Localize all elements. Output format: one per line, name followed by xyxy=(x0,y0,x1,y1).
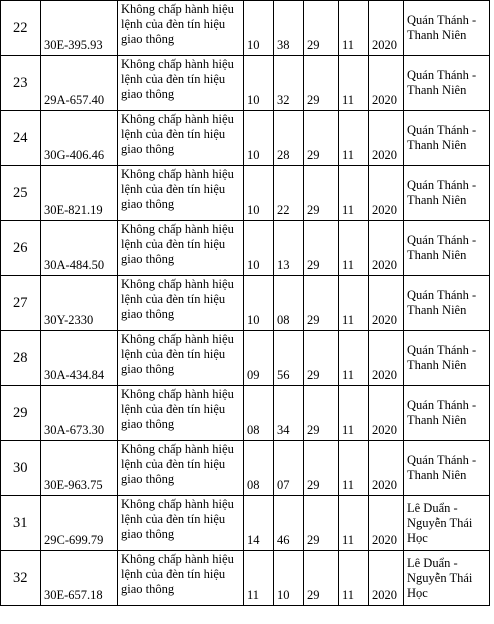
cell-minute: 07 xyxy=(274,441,304,496)
cell-location: Quán Thánh - Thanh Niên xyxy=(404,111,490,166)
cell-year: 2020 xyxy=(369,111,404,166)
cell-stt: 26 xyxy=(1,221,41,276)
cell-day: 29 xyxy=(304,386,339,441)
cell-violation: Không chấp hành hiệu lệnh của đèn tín hiệu giao thông xyxy=(118,276,244,331)
cell-hour: 14 xyxy=(244,496,274,551)
cell-location: Quán Thánh - Thanh Niên xyxy=(404,331,490,386)
cell-stt: 23 xyxy=(1,56,41,111)
cell-year: 2020 xyxy=(369,166,404,221)
cell-location: Quán Thánh - Thanh Niên xyxy=(404,386,490,441)
cell-violation: Không chấp hành hiệu lệnh của đèn tín hiệu giao thông xyxy=(118,496,244,551)
cell-minute: 46 xyxy=(274,496,304,551)
cell-day: 29 xyxy=(304,221,339,276)
cell-location: Quán Thánh - Thanh Niên xyxy=(404,166,490,221)
cell-location: Quán Thánh - Thanh Niên xyxy=(404,56,490,111)
cell-violation: Không chấp hành hiệu lệnh của đèn tín hiệu giao thông xyxy=(118,111,244,166)
cell-minute: 08 xyxy=(274,276,304,331)
cell-location: Quán Thánh - Thanh Niên xyxy=(404,276,490,331)
cell-month: 11 xyxy=(339,386,369,441)
cell-minute: 10 xyxy=(274,551,304,606)
cell-day: 29 xyxy=(304,276,339,331)
table-row xyxy=(1,221,490,276)
cell-violation: Không chấp hành hiệu lệnh của đèn tín hiệu giao thông xyxy=(118,331,244,386)
cell-stt: 29 xyxy=(1,386,41,441)
cell-violation: Không chấp hành hiệu lệnh của đèn tín hiệu giao thông xyxy=(118,1,244,56)
table-row xyxy=(1,331,490,386)
cell-year: 2020 xyxy=(369,551,404,606)
cell-minute: 22 xyxy=(274,166,304,221)
table-row xyxy=(1,166,490,221)
cell-stt: 24 xyxy=(1,111,41,166)
cell-hour: 08 xyxy=(244,441,274,496)
table-row xyxy=(1,111,490,166)
cell-hour: 11 xyxy=(244,551,274,606)
cell-year: 2020 xyxy=(369,276,404,331)
table-row xyxy=(1,386,490,441)
cell-day: 29 xyxy=(304,441,339,496)
cell-location: Quán Thánh - Thanh Niên xyxy=(404,441,490,496)
cell-hour: 10 xyxy=(244,166,274,221)
cell-minute: 56 xyxy=(274,331,304,386)
cell-plate: 30E-963.75 xyxy=(41,441,118,496)
cell-stt: 32 xyxy=(1,551,41,606)
cell-hour: 10 xyxy=(244,1,274,56)
cell-violation: Không chấp hành hiệu lệnh của đèn tín hiệu giao thông xyxy=(118,441,244,496)
cell-plate: 30E-395.93 xyxy=(41,1,118,56)
cell-stt: 27 xyxy=(1,276,41,331)
cell-month: 11 xyxy=(339,1,369,56)
cell-hour: 08 xyxy=(244,386,274,441)
cell-hour: 10 xyxy=(244,221,274,276)
cell-plate: 30A-484.50 xyxy=(41,221,118,276)
cell-minute: 13 xyxy=(274,221,304,276)
cell-location: Quán Thánh - Thanh Niên xyxy=(404,1,490,56)
cell-violation: Không chấp hành hiệu lệnh của đèn tín hiệu giao thông xyxy=(118,166,244,221)
cell-plate: 29A-657.40 xyxy=(41,56,118,111)
cell-year: 2020 xyxy=(369,496,404,551)
cell-plate: 30E-821.19 xyxy=(41,166,118,221)
cell-plate: 29C-699.79 xyxy=(41,496,118,551)
cell-month: 11 xyxy=(339,551,369,606)
table-row xyxy=(1,496,490,551)
cell-hour: 10 xyxy=(244,111,274,166)
cell-hour: 09 xyxy=(244,331,274,386)
cell-stt: 31 xyxy=(1,496,41,551)
cell-hour: 10 xyxy=(244,56,274,111)
cell-year: 2020 xyxy=(369,1,404,56)
cell-month: 11 xyxy=(339,166,369,221)
cell-stt: 22 xyxy=(1,1,41,56)
cell-stt: 30 xyxy=(1,441,41,496)
cell-day: 29 xyxy=(304,1,339,56)
table-row xyxy=(1,551,490,606)
cell-day: 29 xyxy=(304,496,339,551)
cell-location: Quán Thánh - Thanh Niên xyxy=(404,221,490,276)
cell-violation: Không chấp hành hiệu lệnh của đèn tín hiệu giao thông xyxy=(118,56,244,111)
cell-month: 11 xyxy=(339,441,369,496)
cell-location: Lê Duẩn - Nguyễn Thái Học xyxy=(404,496,490,551)
cell-year: 2020 xyxy=(369,331,404,386)
cell-month: 11 xyxy=(339,111,369,166)
cell-hour: 10 xyxy=(244,276,274,331)
cell-minute: 34 xyxy=(274,386,304,441)
cell-year: 2020 xyxy=(369,386,404,441)
table-row xyxy=(1,56,490,111)
cell-plate: 30G-406.46 xyxy=(41,111,118,166)
cell-month: 11 xyxy=(339,331,369,386)
cell-year: 2020 xyxy=(369,441,404,496)
cell-month: 11 xyxy=(339,221,369,276)
cell-minute: 28 xyxy=(274,111,304,166)
table-row xyxy=(1,276,490,331)
cell-plate: 30E-657.18 xyxy=(41,551,118,606)
table-row xyxy=(1,1,490,56)
cell-stt: 28 xyxy=(1,331,41,386)
cell-plate: 30A-434.84 xyxy=(41,331,118,386)
cell-month: 11 xyxy=(339,56,369,111)
cell-year: 2020 xyxy=(369,221,404,276)
cell-day: 29 xyxy=(304,111,339,166)
cell-violation: Không chấp hành hiệu lệnh của đèn tín hiệu giao thông xyxy=(118,551,244,606)
cell-location: Lê Duẩn - Nguyễn Thái Học xyxy=(404,551,490,606)
cell-day: 29 xyxy=(304,166,339,221)
cell-year: 2020 xyxy=(369,56,404,111)
cell-month: 11 xyxy=(339,276,369,331)
cell-month: 11 xyxy=(339,496,369,551)
cell-day: 29 xyxy=(304,56,339,111)
cell-plate: 30A-673.30 xyxy=(41,386,118,441)
cell-day: 29 xyxy=(304,331,339,386)
cell-plate: 30Y-2330 xyxy=(41,276,118,331)
cell-minute: 32 xyxy=(274,56,304,111)
table-row xyxy=(1,441,490,496)
cell-violation: Không chấp hành hiệu lệnh của đèn tín hiệu giao thông xyxy=(118,221,244,276)
cell-violation: Không chấp hành hiệu lệnh của đèn tín hiệu giao thông xyxy=(118,386,244,441)
cell-day: 29 xyxy=(304,551,339,606)
table-body xyxy=(1,1,490,606)
cell-minute: 38 xyxy=(274,1,304,56)
cell-stt: 25 xyxy=(1,166,41,221)
